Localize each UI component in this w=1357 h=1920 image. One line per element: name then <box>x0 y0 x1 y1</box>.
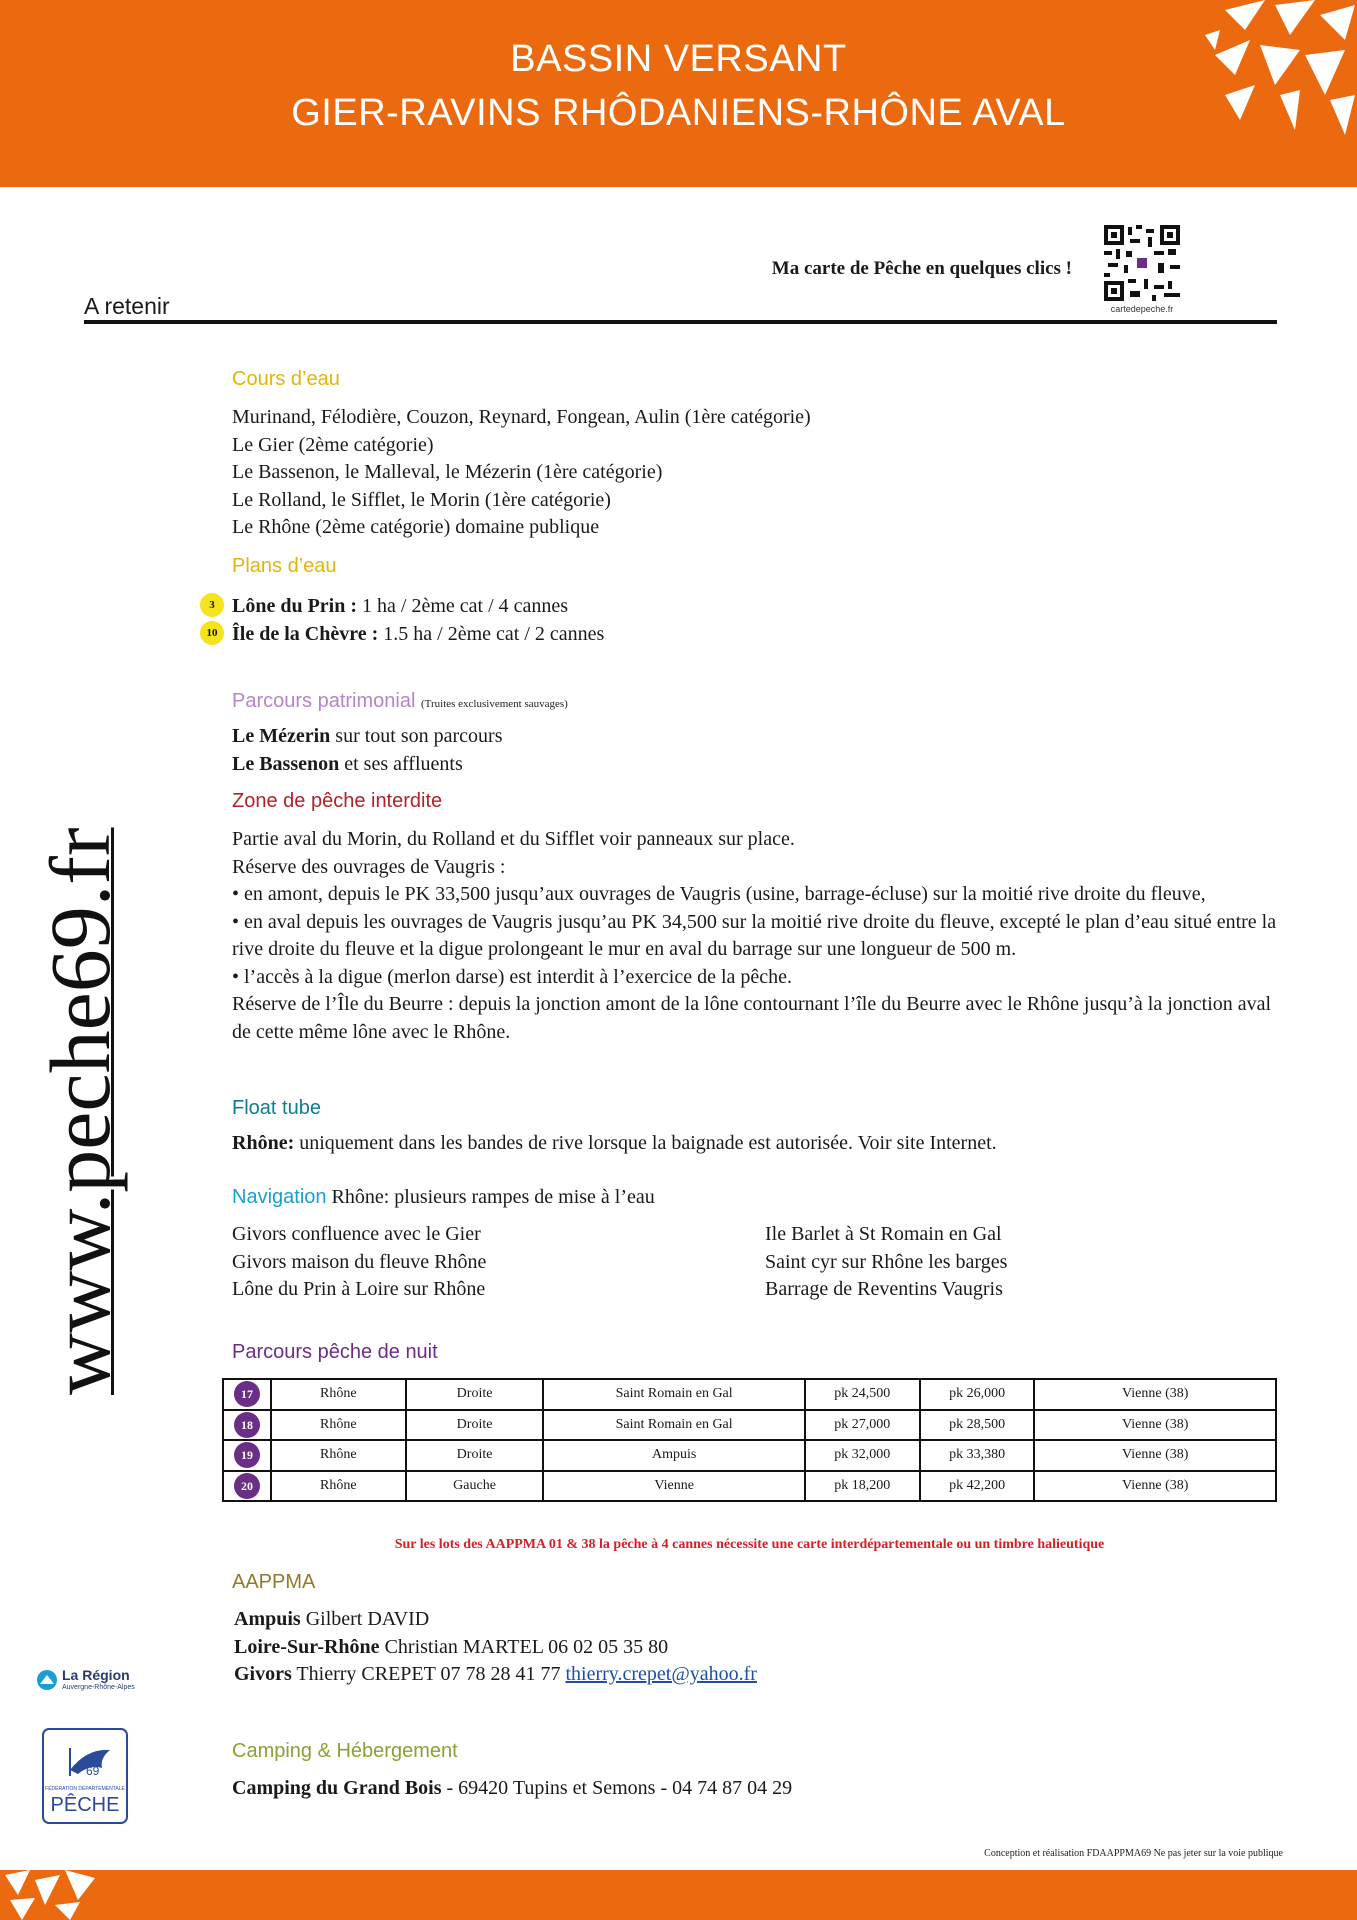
region-logo <box>36 1665 146 1695</box>
cours-deau-line: Le Gier (2ème catégorie) <box>232 433 434 456</box>
plan-deau-name: Lône du Prin : <box>232 595 358 617</box>
decorative-shards-icon <box>1205 0 1357 140</box>
camping-name: Camping du Grand Bois <box>232 1777 442 1799</box>
aappma-item <box>234 1661 757 1689</box>
ramp-item: Givors maison du fleuve Rhône <box>232 1250 487 1273</box>
heading-camping: Camping & Hébergement <box>232 1740 458 1762</box>
map-marker-badge: 3 <box>200 593 224 617</box>
patrimonial-rest: sur tout son parcours <box>330 725 503 747</box>
peche-logo-line1: FÉDÉRATION DÉPARTEMENTALE <box>45 1786 125 1792</box>
ramp-item: Lône du Prin à Loire sur Rhône <box>232 1278 486 1300</box>
pk-start-cell: pk 24,500 <box>805 1379 920 1410</box>
heading-cours-deau: Cours d’eau <box>232 368 340 390</box>
pk-end-cell: pk 42,200 <box>920 1471 1035 1502</box>
side-cell: Droite <box>406 1379 544 1410</box>
cours-deau-line: Le Rolland, le Sifflet, le Morin (1ère catégorie) <box>232 488 611 511</box>
heading-rule <box>84 320 1277 324</box>
pk-start-cell: pk 18,200 <box>805 1471 920 1502</box>
decorative-shards-icon <box>0 1870 120 1920</box>
map-marker-badge: 10 <box>200 621 224 645</box>
row-number-cell <box>223 1471 271 1502</box>
float-tube-name: Rhône: <box>232 1132 295 1154</box>
peche-logo-line2: PÊCHE <box>50 1794 120 1816</box>
qr-label: Ma carte de Pêche en quelques clics ! <box>771 258 1072 279</box>
zone-line: • en amont, depuis le PK 33,500 jusqu’aux ouvrages de Vaugris (usine, barrage-écluse) sur la moitié rive droite du fleuve, <box>232 883 1206 905</box>
row-number-badge: 17 <box>234 1381 260 1407</box>
row-number-badge: 20 <box>234 1473 260 1499</box>
zone-line: Réserve des ouvrages de Vaugris : <box>232 855 506 878</box>
patrimonial-name: Le Mézerin <box>232 725 331 747</box>
patrimonial-subtitle: (Truites exclusivement sauvages) <box>420 698 568 710</box>
pk-end-cell: pk 26,000 <box>920 1379 1035 1410</box>
pk-start-cell: pk 32,000 <box>805 1440 920 1471</box>
place-cell: Saint Romain en Gal <box>543 1379 804 1410</box>
aappma-item <box>234 1606 757 1634</box>
header-title-line2: GIER-RAVINS RHÔDANIENS-RHÔNE AVAL <box>291 92 1066 134</box>
zone-line: Réserve de l’Île du Beurre : depuis la jonction amont de la lône contournant l’île du Beurre avec le Rhône jusqu’à la jonction aval de cette même lône avec le Rhône. <box>232 993 1272 1043</box>
camping-detail: - 69420 Tupins et Semons - 04 74 87 04 29 <box>441 1777 793 1799</box>
header-title-line1: BASSIN VERSANT <box>510 38 847 80</box>
table-row <box>223 1410 1276 1441</box>
table-row <box>223 1379 1276 1410</box>
zone-interdite-text <box>232 826 1277 1046</box>
heading-navigation <box>232 1184 655 1211</box>
plan-deau-name: Île de la Chèvre : <box>232 622 379 645</box>
night-fishing-table <box>222 1378 1277 1502</box>
aappma-list <box>234 1606 757 1689</box>
patrimonial-item <box>232 751 502 779</box>
patrimonial-item <box>232 723 502 751</box>
dept-cell: Vienne (38) <box>1034 1440 1276 1471</box>
aappma-item <box>234 1634 757 1662</box>
peche-federation-logo <box>42 1728 128 1824</box>
qr-code-icon[interactable] <box>1104 225 1180 301</box>
patrimonial-list <box>232 723 502 778</box>
row-number-badge: 19 <box>234 1442 260 1468</box>
zone-line: Partie aval du Morin, du Rolland et du Sifflet voir panneaux sur place. <box>232 828 795 850</box>
region-logo-icon <box>36 1669 58 1691</box>
river-cell: Rhône <box>271 1471 406 1502</box>
navigation-subtitle: Rhône: plusieurs rampes de mise à l’eau <box>326 1186 655 1208</box>
side-cell: Gauche <box>406 1471 544 1502</box>
region-logo-line1: La Région <box>62 1667 130 1683</box>
table-row <box>223 1471 1276 1502</box>
camping-text <box>232 1775 792 1803</box>
dept-cell: Vienne (38) <box>1034 1471 1276 1502</box>
ramp-item: Saint cyr sur Rhône les barges <box>765 1250 1008 1273</box>
row-number-cell <box>223 1379 271 1410</box>
place-cell: Vienne <box>543 1471 804 1502</box>
river-cell: Rhône <box>271 1379 406 1410</box>
zone-line: • en aval depuis les ouvrages de Vaugris jusqu’au PK 34,500 sur la moitié rive droite du fleuve, excepté le plan d’eau situé entre la rive droite du fleuve et la digue prolongeant le mur en aval du barrage sur une longueur de 500 m. <box>232 910 1277 960</box>
cours-deau-line: Le Rhône (2ème catégorie) domaine publique <box>232 516 600 538</box>
heading-zone-interdite: Zone de pêche interdite <box>232 790 443 812</box>
aappma-person: Gilbert DAVID <box>300 1608 430 1630</box>
header-banner <box>0 0 1357 187</box>
dept-cell: Vienne (38) <box>1034 1410 1276 1441</box>
aappma-place: Givors <box>234 1663 292 1685</box>
river-cell: Rhône <box>271 1410 406 1441</box>
place-cell: Ampuis <box>543 1440 804 1471</box>
plan-deau-item <box>209 593 604 621</box>
plans-deau-list <box>206 593 605 648</box>
heading-aappma: AAPPMA <box>232 1571 316 1593</box>
website-link[interactable]: www.peche69.fr <box>32 827 128 1395</box>
navigation-left-list <box>232 1221 486 1304</box>
footer-banner <box>0 1870 1357 1920</box>
peche-logo-number: 69 <box>86 1764 100 1778</box>
pk-end-cell: pk 33,380 <box>920 1440 1035 1471</box>
float-tube-detail: uniquement dans les bandes de rive lorsque la baignade est autorisée. Voir site Internet. <box>294 1132 997 1154</box>
zone-line: • l’accès à la digue (merlon darse) est interdit à l’exercice de la pêche. <box>232 965 793 988</box>
navigation-right-list <box>765 1221 1007 1304</box>
ramp-item: Ile Barlet à St Romain en Gal <box>765 1223 1002 1245</box>
heading-parcours-patrimonial <box>232 690 568 713</box>
plan-deau-item <box>206 621 605 649</box>
aappma-place: Ampuis <box>234 1608 301 1630</box>
row-number-cell <box>223 1440 271 1471</box>
patrimonial-title: Parcours patrimonial <box>232 690 416 712</box>
warning-notice: Sur les lots des AAPPMA 01 & 38 la pêche à 4 cannes nécessite une carte interdépartementale ou un timbre halieutique <box>394 1537 1105 1552</box>
pk-start-cell: pk 27,000 <box>805 1410 920 1441</box>
cours-deau-line: Le Bassenon, le Malleval, le Mézerin (1ère catégorie) <box>232 461 663 483</box>
float-tube-text <box>232 1130 997 1158</box>
aappma-place: Loire-Sur-Rhône <box>234 1635 380 1658</box>
side-cell: Droite <box>406 1410 544 1441</box>
email-link[interactable]: thierry.crepet@yahoo.fr <box>565 1663 757 1685</box>
cours-deau-line: Murinand, Félodière, Couzon, Reynard, Fongean, Aulin (1ère catégorie) <box>232 406 811 428</box>
cours-deau-list <box>232 404 811 542</box>
navigation-title: Navigation <box>232 1186 327 1208</box>
dept-cell: Vienne (38) <box>1034 1379 1276 1410</box>
patrimonial-name: Le Bassenon <box>232 752 340 775</box>
section-heading-a-retenir: A retenir <box>84 293 170 319</box>
pk-end-cell: pk 28,500 <box>920 1410 1035 1441</box>
heading-float-tube: Float tube <box>232 1097 321 1119</box>
ramp-item: Barrage de Reventins Vaugris <box>765 1278 1003 1300</box>
region-logo-line2: Auvergne-Rhône-Alpes <box>62 1684 135 1691</box>
heading-peche-nuit: Parcours pêche de nuit <box>232 1341 438 1363</box>
row-number-badge: 18 <box>234 1412 260 1438</box>
patrimonial-rest: et ses affluents <box>339 752 463 775</box>
qr-caption: cartedepeche.fr <box>1110 304 1174 314</box>
credits: Conception et réalisation FDAAPPMA69 Ne pas jeter sur la voie publique <box>984 1848 1283 1859</box>
table-row <box>223 1440 1276 1471</box>
side-cell: Droite <box>406 1440 544 1471</box>
plan-deau-detail: 1 ha / 2ème cat / 4 cannes <box>357 595 569 617</box>
river-cell: Rhône <box>271 1440 406 1471</box>
aappma-person: Christian MARTEL 06 02 05 35 80 <box>379 1635 669 1658</box>
place-cell: Saint Romain en Gal <box>543 1410 804 1441</box>
aappma-person: Thierry CREPET 07 78 28 41 77 <box>291 1663 566 1685</box>
row-number-cell <box>223 1410 271 1441</box>
heading-plans-deau: Plans d’eau <box>232 555 337 577</box>
plan-deau-detail: 1.5 ha / 2ème cat / 2 cannes <box>378 622 605 645</box>
ramp-item: Givors confluence avec le Gier <box>232 1223 481 1245</box>
